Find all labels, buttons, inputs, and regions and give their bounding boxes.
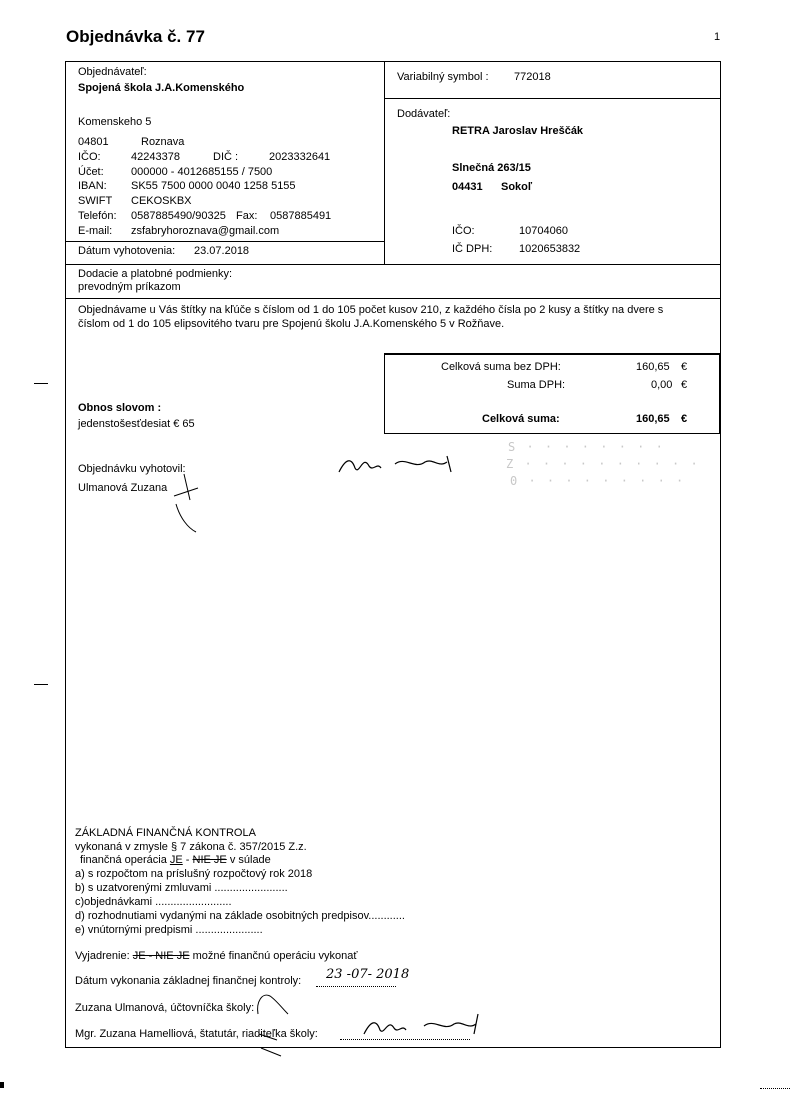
order-text-line1: Objednávame u Vás štítky na kľúče s číslom od 1 do 105 počet kusov 210, z každého čísla po 2 kusy a štítky na dvere s <box>78 304 664 316</box>
currency-1: € <box>681 361 688 373</box>
corner-mark <box>0 1082 4 1088</box>
control-line2-prefix: finančná operácia <box>80 854 167 866</box>
supplier-label: Dodávateľ: <box>397 108 451 120</box>
supplier-ico-label: IČO: <box>452 225 475 237</box>
control-line2-niеje: NIE JE <box>192 854 227 866</box>
prepared-by-label: Objednávku vyhotovil: <box>78 463 186 475</box>
control-line2-je: JE <box>169 854 183 866</box>
total-without-vat: 160,65 <box>636 361 670 373</box>
director-signature <box>360 1010 490 1040</box>
vat-label: Suma DPH: <box>507 379 566 391</box>
document-title: Objednávka č. 77 <box>66 27 205 46</box>
accountant-signature-line: Zuzana Ulmanová, účtovníčka školy: <box>75 1002 255 1014</box>
initials-mark-top <box>160 470 210 540</box>
divider-vs <box>384 98 721 99</box>
control-item-c: c)objednávkami ......................... <box>75 896 232 908</box>
orderer-fax-label: Fax: <box>236 210 258 222</box>
margin-mark-2 <box>34 684 48 685</box>
orderer-name: Spojená škola J.A.Komenského <box>78 82 245 94</box>
control-opinion-suffix: možné finančnú operáciu vykonať <box>189 950 358 962</box>
bottom-right-mark <box>760 1088 790 1089</box>
control-line2-dash: - <box>182 854 193 866</box>
control-line2-suffix: v súlade <box>226 854 271 866</box>
director-signature-line: Mgr. Zuzana Hamelliová, štatutár, riaditeľka školy: <box>75 1028 318 1040</box>
control-item-e: e) vnútornými predpismi ...................... <box>75 924 263 936</box>
supplier-icdph-label: IČ DPH: <box>452 243 493 255</box>
supplier-street: Slnečná 263/15 <box>452 162 531 174</box>
terms-value: prevodným príkazom <box>78 281 181 293</box>
currency-3: € <box>681 413 688 425</box>
control-heading: ZÁKLADNÁ FINANČNÁ KONTROLA <box>75 827 256 839</box>
control-date-value: 23 -07- 2018 <box>326 967 410 982</box>
supplier-ico: 10704060 <box>519 225 568 237</box>
issue-date-label: Dátum vyhotovenia: <box>78 245 176 257</box>
orderer-phone-label: Telefón: <box>78 210 117 222</box>
issue-date: 23.07.2018 <box>194 245 250 257</box>
grand-total: 160,65 <box>636 413 670 425</box>
orderer-ico: 42243378 <box>131 151 180 163</box>
control-item-a: a) s rozpočtom na príslušný rozpočtový rok 2018 <box>75 868 313 880</box>
divider-date <box>65 241 385 242</box>
accountant-signature <box>252 988 292 1018</box>
variable-symbol-label: Variabilný symbol : <box>397 71 489 83</box>
divider-terms <box>65 298 721 299</box>
frame-bottom <box>65 1047 721 1048</box>
orderer-phone: 0587885490/90325 <box>131 210 226 222</box>
page-number: 1 <box>714 31 721 43</box>
orderer-swift-label: SWIFT <box>78 195 113 207</box>
orderer-street: Komenskeho 5 <box>78 116 152 128</box>
control-date-dots <box>316 986 396 987</box>
variable-symbol: 772018 <box>514 71 551 83</box>
prepared-by-name: Ulmanová Zuzana <box>78 482 168 494</box>
orderer-city: Roznava <box>141 136 185 148</box>
orderer-zip: 04801 <box>78 136 109 148</box>
director-initial-mark <box>255 1030 285 1060</box>
amount-words-label: Obnos slovom : <box>78 402 162 414</box>
divider-parties <box>65 264 721 265</box>
margin-mark-1 <box>34 383 48 384</box>
currency-2: € <box>681 379 688 391</box>
frame-top <box>65 61 721 62</box>
orderer-iban: SK55 7500 0000 0040 1258 5155 <box>131 180 296 192</box>
grand-total-label: Celková suma: <box>482 413 560 425</box>
control-opinion <box>75 950 358 963</box>
amount-words: jedenstošesťdesiat € 65 <box>78 418 195 430</box>
vat-value: 0,00 <box>651 379 673 391</box>
supplier-city: Sokoľ <box>501 181 533 193</box>
orderer-ico-label: IČO: <box>78 151 101 163</box>
orderer-fax: 0587885491 <box>270 210 332 222</box>
control-date-label: Dátum vykonania základnej finančnej kontroly: <box>75 975 302 987</box>
frame-right <box>720 61 721 1047</box>
terms-label: Dodacie a platobné podmienky: <box>78 268 233 280</box>
supplier-name: RETRA Jaroslav Hreščák <box>452 125 584 137</box>
divider-vertical <box>384 61 385 264</box>
order-text-line2: číslom od 1 do 105 elipsovitého tvaru pre Spojenú školu J.A.Komenského 5 v Rožňave. <box>78 318 505 330</box>
control-item-b: b) s uzatvorenými zmluvami ........................ <box>75 882 288 894</box>
orderer-iban-label: IBAN: <box>78 180 107 192</box>
control-opinion-prefix: Vyjadrenie: <box>75 950 130 962</box>
orderer-account-label: Účet: <box>78 166 104 178</box>
signature-top <box>335 450 465 480</box>
frame-left <box>65 61 66 1047</box>
orderer-email: zsfabryhoroznava@gmail.com <box>131 225 280 237</box>
supplier-zip: 04431 <box>452 181 483 193</box>
control-opinion-struck: JE - NIE JE <box>132 950 190 962</box>
orderer-dic: 2023332641 <box>269 151 331 163</box>
orderer-email-label: E-mail: <box>78 225 113 237</box>
orderer-account: 000000 - 4012685155 / 7500 <box>131 166 273 178</box>
supplier-icdph: 1020653832 <box>519 243 581 255</box>
control-line2 <box>80 854 271 867</box>
faint-stamp-line3: 0 · · · · · · · · · <box>510 474 686 488</box>
faint-stamp-line1: S · · · · · · · · <box>508 440 665 454</box>
control-item-d: d) rozhodnutiami vydanými na základe osobitných predpisov............ <box>75 910 405 922</box>
orderer-label: Objednávateľ: <box>78 66 147 78</box>
faint-stamp-line2: Z · · · · · · · · · · <box>506 457 700 471</box>
orderer-dic-label: DIČ : <box>213 151 239 163</box>
control-line1: vykonaná v zmysle § 7 zákona č. 357/2015 Z.z. <box>75 841 307 853</box>
total-without-vat-label: Celková suma bez DPH: <box>441 361 561 373</box>
orderer-swift: CEKOSKBX <box>131 195 192 207</box>
